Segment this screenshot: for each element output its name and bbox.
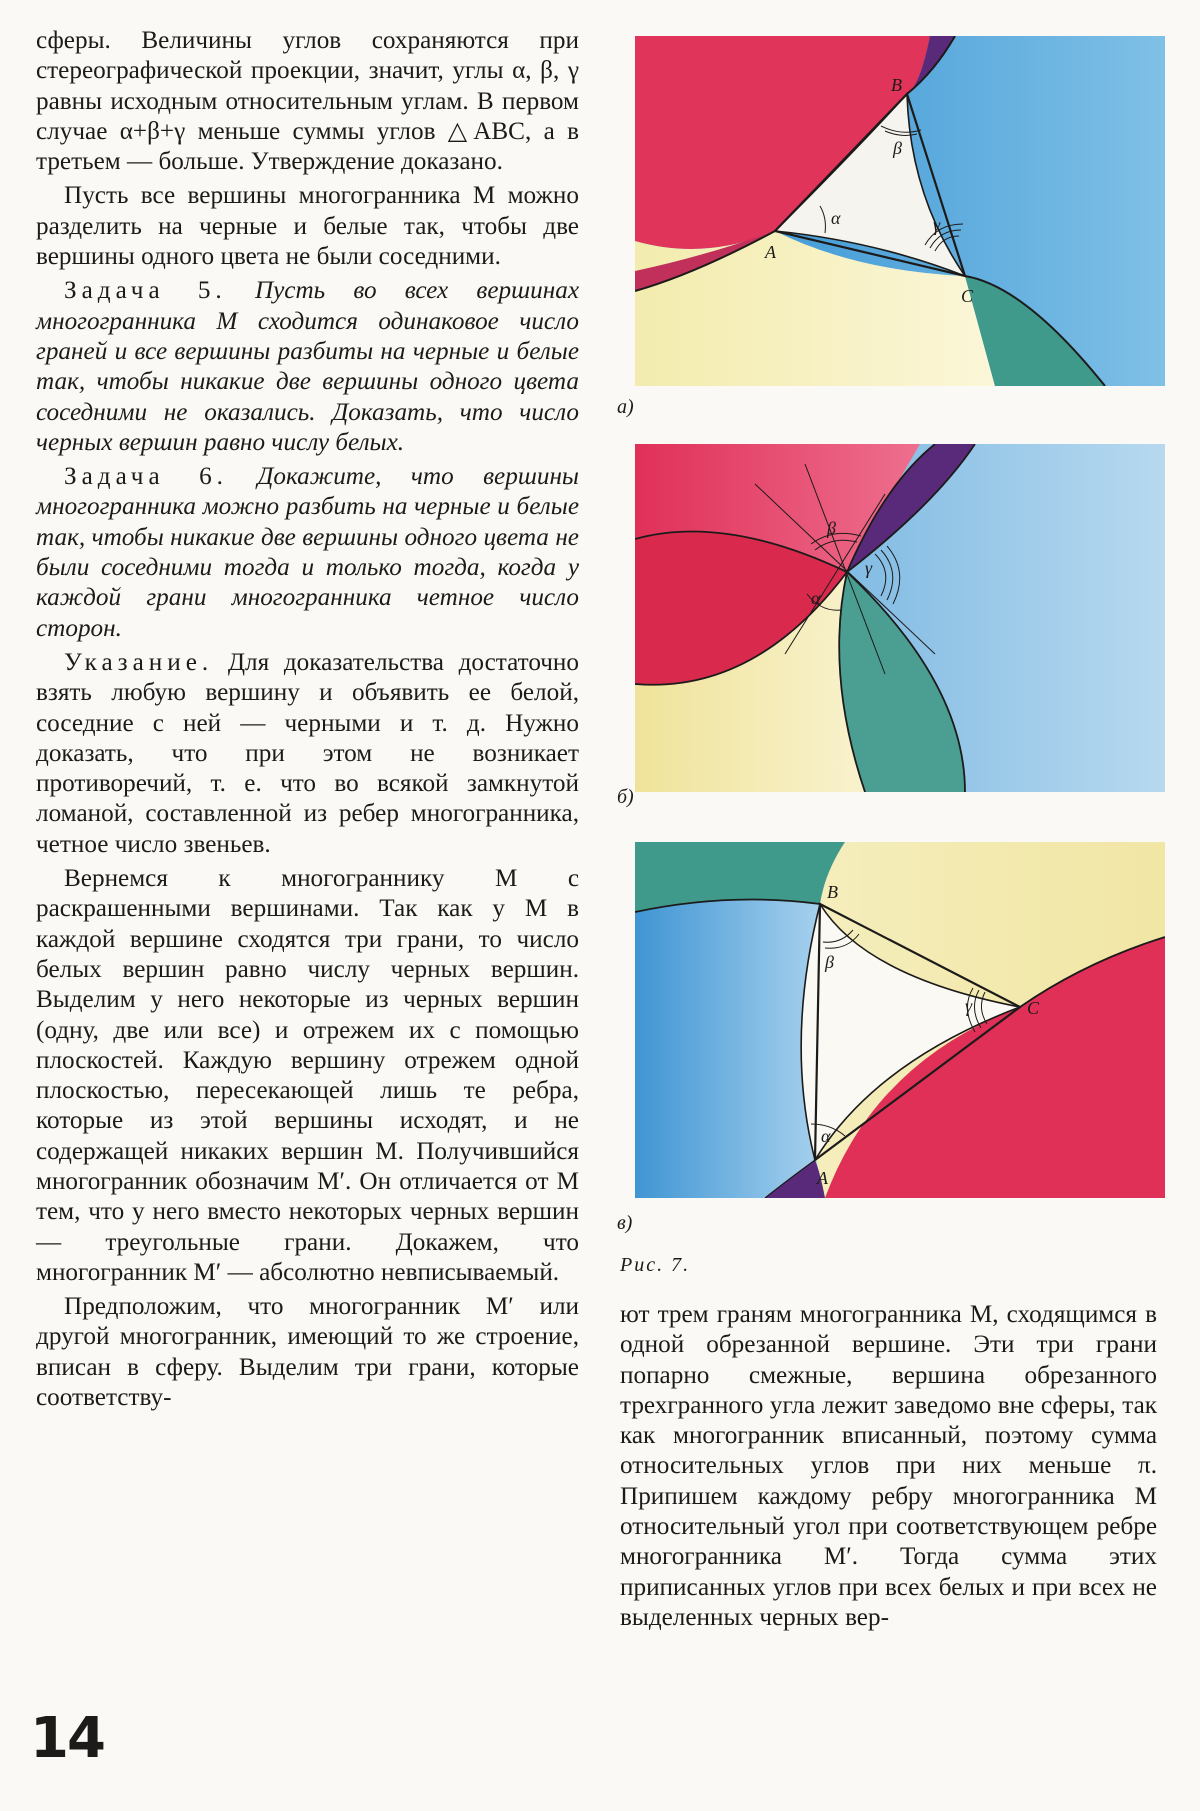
vertex-b-label: B (891, 75, 902, 95)
figure-a (635, 36, 1165, 386)
task-text: Докажите, что вершины многогранника можно разбить на черные и белые так, чтобы никакие две вершины одного цвета не были соседними тогда и только тогда, когда у каждой грани многогранника четное число сторон. (36, 463, 579, 642)
left-text-column (36, 26, 579, 1413)
angle-beta-label: β (893, 138, 902, 158)
hint-label: Указание. (64, 648, 214, 676)
paragraph: ют трем граням многогранника M, сходящимся в одной обрезанной вершине. Эти три грани попарно смежные, вершина обрезанного трехгранного угла лежит заведомо вне сферы, так как многогранник вписанный, поэтому сумма относительных углов при них меньше π. Припишем каждому ребру многогранника M относительный угол при соответствующем ребре многогранника M′. Тогда сумма этих приписанных углов при всех белых и при всех не выделенных черных вер- (620, 1301, 1157, 1631)
hint (36, 648, 579, 860)
figure-b-illustration (635, 444, 1165, 792)
angle-beta-label: β (825, 952, 834, 972)
vertex-a-label: A (765, 242, 776, 262)
task-text: Пусть во всех вершинах многогранника M сходится одинаковое число граней и все вершины разбиты на черные и белые так, чтобы никакие две вершины одного цвета соседними не оказались. Доказать, что число черных вершин равно числу белых. (36, 277, 579, 456)
figure-c (635, 842, 1165, 1198)
paragraph: Вернемся к многограннику M с раскрашенными вершинами. Так как у M в каждой вершине сходятся три грани, то число белых вершин равно числу черных вершин. Выделим у него некоторые из черных вершин (одну, две или все) и отрежем их с помощью плоскостей. Каждую вершину отрежем одной плоскостью, пересекающей лишь те ребра, которые из этой вершины исходят, и не содержащей никаких вершин M. Получившийся многогранник обозначим M′. Он отличается от M тем, что у него вместо некоторых черных вершин — треугольные грани. Докажем, что многогранник M′ — абсолютно невписываемый. (36, 865, 579, 1286)
angle-gamma-label: γ (933, 215, 941, 235)
task-label: Задача 5. (64, 277, 227, 305)
task-label: Задача 6. (64, 463, 228, 491)
vertex-c-label: C (1027, 998, 1040, 1018)
paragraph: Пусть все вершины многогранника M можно разделить на черные и белые так, чтобы две вершины одного цвета не были соседними. (36, 182, 579, 271)
figure-b-label: б) (617, 786, 634, 808)
hint-text: Для доказательства достаточно взять любую вершину и объявить ее белой, соседние с ней — черными и т. д. Нужно доказать, что при этом не возникает противоречий, т. е. что во всякой замкнутой ломаной, составленной из ребер многогранника, четное число звеньев. (36, 648, 580, 858)
figure-a-illustration (635, 36, 1165, 386)
vertex-b-label: B (827, 882, 838, 902)
figure-c-illustration (635, 842, 1165, 1198)
angle-gamma-label: γ (965, 996, 973, 1016)
angle-gamma-label: γ (865, 558, 873, 578)
figure-a-label: а) (617, 396, 634, 418)
paragraph: Предположим, что многогранник M′ или другой многогранник, имеющий то же строение, вписан в сферу. Выделим три грани, которые соответству- (36, 1293, 579, 1412)
vertex-a-label: A (817, 1168, 828, 1188)
task-5 (36, 276, 579, 458)
page-number: 14 (30, 1706, 104, 1771)
paragraph: сферы. Величины углов сохраняются при стереографической проекции, значит, углы α, β, γ равны исходным относительным углам. В первом случае α+β+γ меньше суммы углов △ABC, а в третьем — больше. Утверждение доказано. (36, 27, 579, 176)
angle-alpha-label: α (821, 1126, 831, 1146)
right-text-column (620, 1300, 1157, 1633)
figure-c-label: в) (617, 1212, 633, 1234)
angle-alpha-label: α (811, 588, 821, 608)
vertex-c-label: C (961, 286, 974, 306)
angle-beta-label: β (827, 518, 836, 538)
task-6 (36, 462, 579, 644)
figure-caption: Рис. 7. (620, 1254, 691, 1276)
figure-b (635, 444, 1165, 792)
angle-alpha-label: α (831, 208, 841, 228)
